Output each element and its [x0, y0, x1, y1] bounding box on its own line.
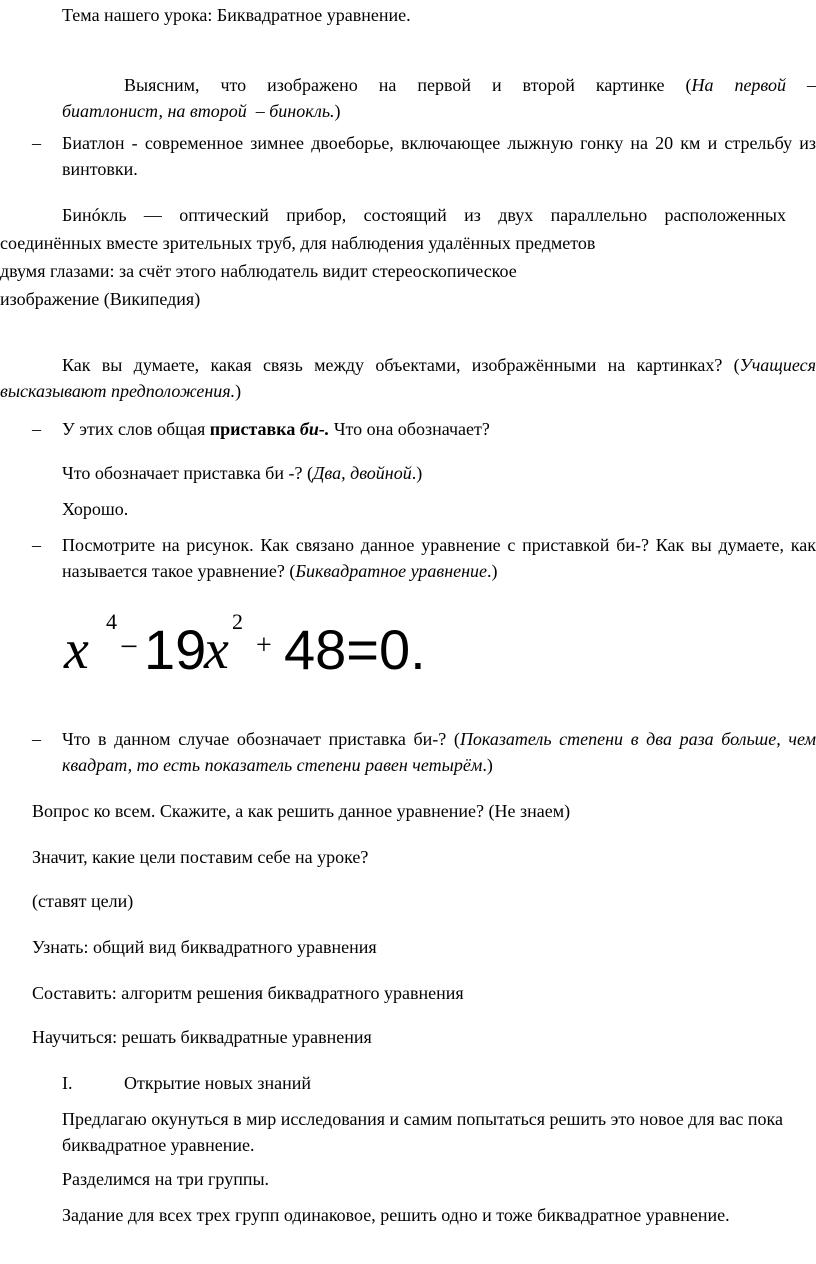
- pictures-answer-part2: биатлонист, на второй – бинокль.: [62, 101, 335, 121]
- link-question-close: ): [235, 381, 242, 401]
- prefix-bi: би-.: [299, 419, 330, 439]
- biathlon-definition: Биатлон - современное зимнее двоеборье, включающее лыжную гонку на 20 км и стрельбу из винтовки.: [62, 133, 816, 179]
- task-paragraph: Задание для всех трех групп одинаковое, решить одно и тоже биквадратное уравнение.: [62, 1205, 730, 1225]
- binocular-line2: соединённых вместе зрительных труб, для наблюдения удалённых предметов: [0, 233, 596, 253]
- prefix-meaning-answer: Два, двойной: [312, 463, 412, 483]
- section-title: Открытие новых знаний: [124, 1073, 312, 1093]
- question-all: Вопрос ко всем. Скажите, а как решить данное уравнение? (Не знаем): [32, 801, 571, 821]
- eq-plus: +: [256, 630, 272, 661]
- eq-coef: 19: [144, 618, 207, 681]
- prefix-line-text: У этих слов общая: [62, 419, 210, 439]
- section-number: I.: [62, 1073, 73, 1093]
- invite-paragraph: Предлагаю окунуться в мир исследования и самим попытаться решить это новое для вас пока биквадратное уравнение.: [62, 1109, 783, 1155]
- link-question: [0, 352, 816, 404]
- dash-marker: –: [32, 419, 41, 439]
- meaning-case-answer: Показатель степени в два раза больше, чем квадрат, то есть показатель степени равен четырём: [62, 729, 816, 775]
- eq-x1: x: [64, 619, 89, 681]
- prefix-meaning-text: Что обозначает приставка би -? (: [62, 463, 313, 483]
- eq-x2: x: [204, 619, 229, 681]
- meaning-case-close: .): [482, 755, 493, 775]
- binocular-line1: Бинóкль — оптический прибор, состоящий из двух параллельно расположенных: [62, 205, 786, 225]
- prefix-line: [62, 416, 490, 442]
- binocular-line3: двумя глазами: за счёт этого наблюдатель видит стереоскопическое: [0, 261, 517, 281]
- dash-marker: –: [32, 729, 41, 749]
- pictures-question-text: Выясним, что изображено на первой и второй картинке (: [124, 75, 692, 95]
- set-goals: (ставят цели): [32, 891, 134, 911]
- eq-rest: 48=0.: [284, 618, 426, 681]
- meaning-case-question: [62, 726, 816, 778]
- dash-marker: –: [32, 133, 41, 153]
- link-question-answer: Учащиеся высказывают предположения.: [0, 355, 816, 401]
- prefix-word: приставка: [209, 419, 296, 439]
- goals-question: Значит, какие цели поставим себе на уроке?: [32, 847, 369, 867]
- lesson-topic: Тема нашего урока: Биквадратное уравнение.: [62, 5, 411, 25]
- prefix-meaning-close: .): [411, 463, 423, 483]
- eq-exp1: 4: [106, 609, 117, 634]
- meaning-case-text: Что в данном случае обозначает приставка би-? (: [62, 729, 460, 749]
- pictures-close: ): [334, 101, 341, 121]
- goal-compose: Составить: алгоритм решения биквадратного уравнения: [32, 983, 464, 1003]
- link-question-text: Как вы думаете, какая связь между объектами, изображёнными на картинках? (: [62, 355, 740, 375]
- goal-practice: Научиться: решать биквадратные уравнения: [32, 1027, 372, 1047]
- look-picture-answer: Биквадратное уравнение: [295, 561, 488, 581]
- pictures-question-line1: [62, 72, 816, 98]
- look-picture-text: Посмотрите на рисунок. Как связано данное уравнение с приставкой би-? Как вы думаете, как называется такое уравнение? (: [62, 535, 816, 581]
- biquadratic-equation: [60, 606, 480, 686]
- eq-minus: −: [120, 628, 139, 664]
- eq-exp2: 2: [232, 609, 243, 634]
- prefix-meaning: [62, 460, 422, 486]
- groups-line: Разделимся на три группы.: [62, 1169, 270, 1189]
- look-picture-close: .): [487, 561, 498, 581]
- look-picture-question: [62, 532, 816, 584]
- prefix-line-rest: Что она обозначает?: [329, 419, 490, 439]
- pictures-answer-part1: На первой –: [691, 75, 816, 95]
- pictures-question-line2: [62, 98, 341, 124]
- goal-learn: Узнать: общий вид биквадратного уравнения: [32, 937, 377, 957]
- dash-marker: –: [32, 535, 41, 555]
- binocular-line4: изображение (Википедия): [0, 289, 201, 309]
- good-remark: Хорошо.: [62, 499, 129, 519]
